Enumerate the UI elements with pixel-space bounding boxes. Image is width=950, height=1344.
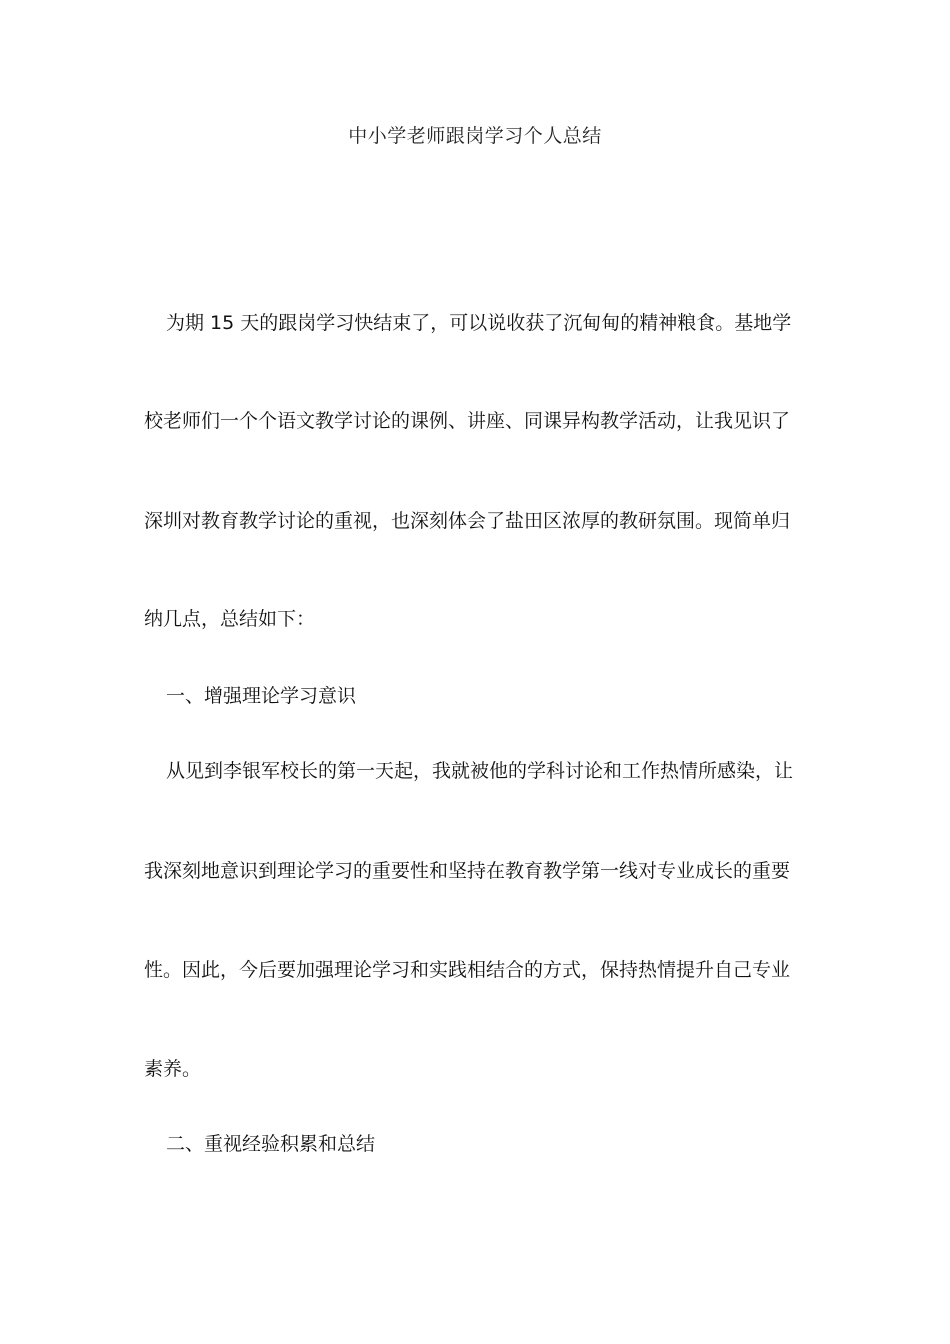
document-title: 中小学老师跟岗学习个人总结: [348, 125, 602, 147]
paragraph-2-line-4: 素养。: [144, 1058, 202, 1080]
paragraph-2-line-1: 从见到李银军校长的第一天起，我就被他的学科讨论和工作热情所感染，让: [166, 760, 794, 782]
paragraph-1-line-3: 深圳对教育教学讨论的重视，也深刻体会了盐田区浓厚的教研氛围。现简单归: [144, 510, 791, 532]
paragraph-2-line-2: 我深刻地意识到理论学习的重要性和坚持在教育教学第一线对专业成长的重要: [144, 860, 791, 882]
paragraph-1-line-1: 为期 15 天的跟岗学习快结束了，可以说收获了沉甸甸的精神粮食。基地学: [166, 312, 792, 334]
paragraph-1-line-4: 纳几点，总结如下：: [144, 608, 316, 630]
section-heading-1: 一、增强理论学习意识: [166, 685, 357, 707]
paragraph-1-line-2: 校老师们一个个语文教学讨论的课例、讲座、同课异构教学活动，让我见识了: [144, 410, 791, 432]
section-heading-2: 二、重视经验积累和总结: [166, 1133, 376, 1155]
paragraph-2-line-3: 性。因此，今后要加强理论学习和实践相结合的方式，保持热情提升自己专业: [144, 959, 791, 981]
